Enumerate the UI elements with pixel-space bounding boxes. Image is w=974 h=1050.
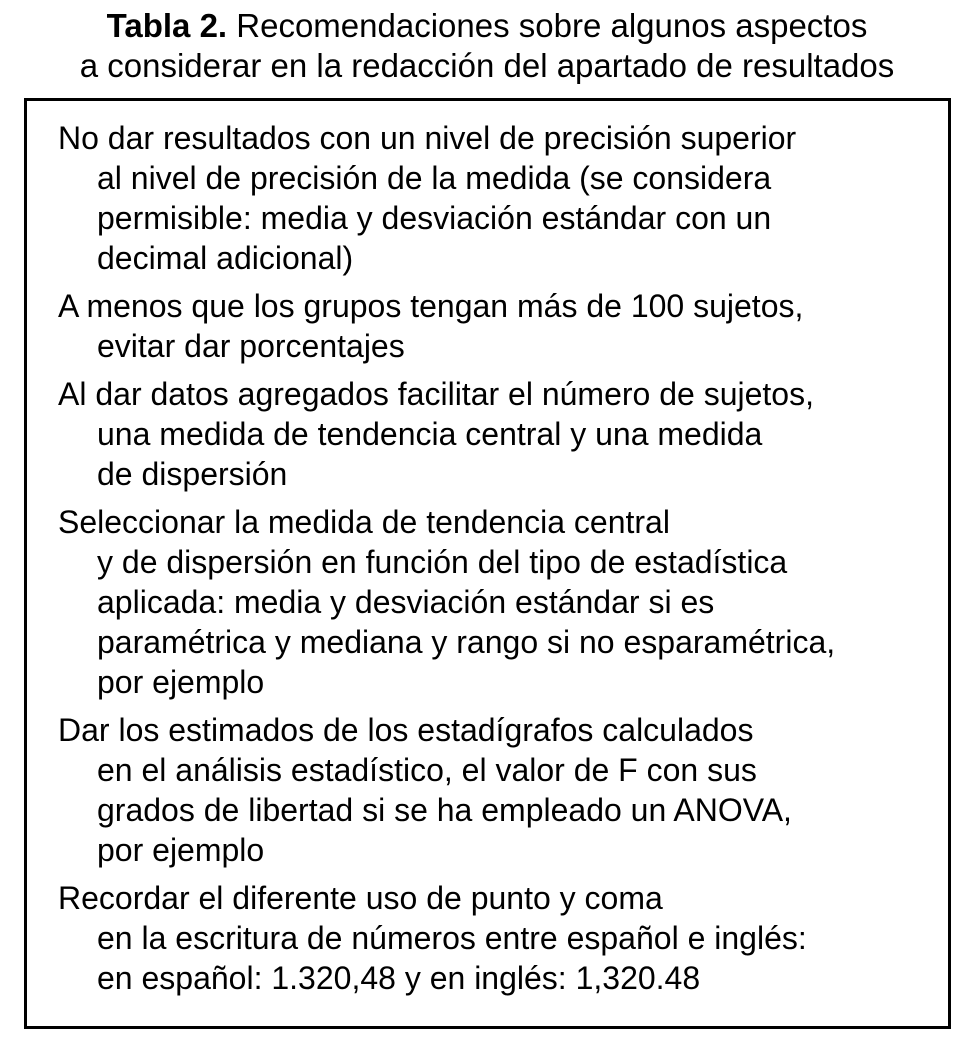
recommendation-item [58, 118, 938, 278]
table-title-part-1: Recomendaciones sobre algunos aspectos [236, 7, 868, 44]
recommendation-item [58, 878, 938, 998]
table-title-part-2: a considerar en la redacción del apartado de resultados [79, 47, 895, 84]
recommendation-line: evitar dar porcentajes [97, 328, 405, 364]
recommendation-line: No dar resultados con un nivel de precisión superior [58, 120, 797, 156]
table-caption [0, 6, 974, 86]
recommendation-line: Recordar el diferente uso de punto y coma [58, 880, 663, 916]
recommendation-line: por ejemplo [97, 664, 265, 700]
caption-line-1 [0, 6, 974, 46]
recommendations-table [24, 98, 951, 1029]
recommendation-line: decimal adicional) [97, 240, 354, 276]
recommendation-line: paramétrica y mediana y rango si no esparamétrica, [97, 624, 836, 660]
recommendation-line: de dispersión [97, 456, 288, 492]
recommendation-line: en español: 1.320,48 y en inglés: 1,320.48 [97, 960, 701, 996]
recommendation-line: Seleccionar la medida de tendencia central [58, 504, 670, 540]
recommendation-line: grados de libertad si se ha empleado un ANOVA, [97, 792, 792, 828]
recommendation-line: al nivel de precisión de la medida (se considera [97, 160, 772, 196]
recommendation-line: en el análisis estadístico, el valor de F con sus [97, 752, 757, 788]
recommendation-line: en la escritura de números entre español e inglés: [97, 920, 807, 956]
recommendation-item [58, 710, 938, 870]
recommendation-item [58, 286, 938, 366]
recommendation-line: permisible: media y desviación estándar con un [97, 200, 772, 236]
recommendation-line: una medida de tendencia central y una medida [97, 416, 763, 452]
table-label: Tabla 2. [106, 7, 228, 44]
recommendation-line: Al dar datos agregados facilitar el número de sujetos, [58, 376, 814, 412]
recommendation-line: y de dispersión en función del tipo de estadística [97, 544, 788, 580]
recommendation-line: aplicada: media y desviación estándar si es [97, 584, 715, 620]
recommendation-line: por ejemplo [97, 832, 265, 868]
recommendation-line: A menos que los grupos tengan más de 100 sujetos, [58, 288, 804, 324]
recommendations-list [58, 118, 938, 1006]
recommendation-line: Dar los estimados de los estadígrafos calculados [58, 712, 754, 748]
recommendation-item [58, 374, 938, 494]
recommendation-item [58, 502, 938, 702]
